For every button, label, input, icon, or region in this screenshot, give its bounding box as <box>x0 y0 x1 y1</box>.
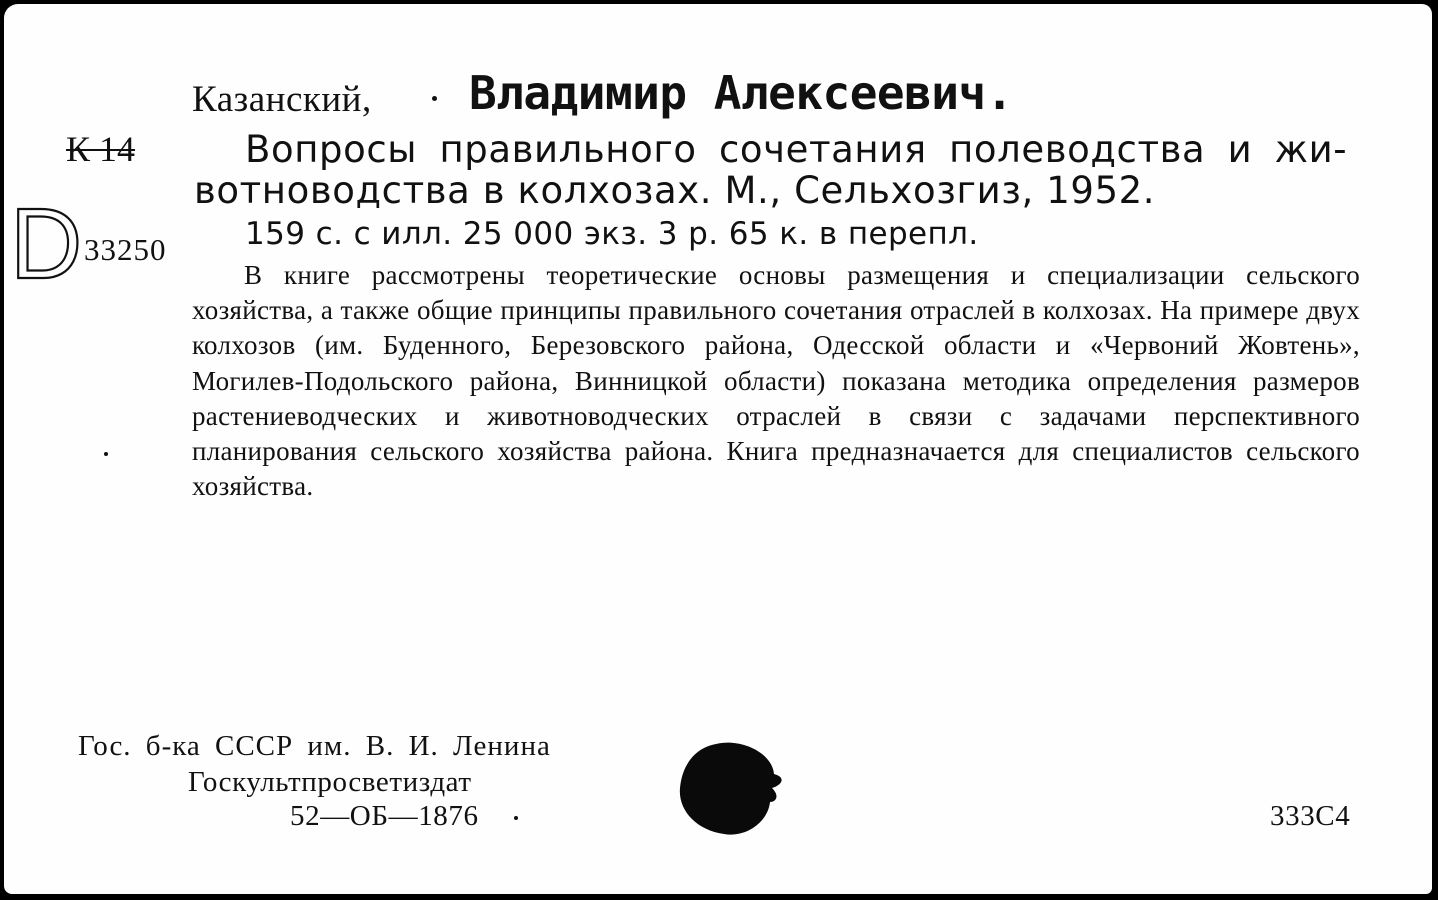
annotation-text <box>192 258 1360 504</box>
author-surname: Казанский, <box>192 79 372 120</box>
ink-blot <box>676 740 788 840</box>
library-imprint: Гос. б-ка СССР им. В. И. Ленина <box>78 730 551 762</box>
ink-speck <box>104 452 108 456</box>
order-number: 52—ОБ—1876 <box>290 800 479 832</box>
call-number: К 14 <box>66 129 136 169</box>
card-code: 333С4 <box>1270 800 1351 832</box>
author-given-names: Владимир Алексеевич. <box>469 66 1013 120</box>
ink-speck <box>432 96 437 101</box>
accession-stamp-letter <box>8 200 84 284</box>
annotation-body: В книге рассмотрены теоретические основы размещения и специализации сельского хозяйства, а также общие принципы правильного сочетания отраслей в колхозах. На примере двух колхозов (им. Буденного, Березовского района, Одесской области и «Червоний Жовтень», Могилев-Подольского района, Винницкой области) показана методика определения размеров растениеводческих и животноводческих отраслей в связи с задачами перспективного планирования сельского хозяйства района. Книга предназначается для специалистов сельского хозяйства. <box>192 260 1360 502</box>
publisher-imprint: Госкультпросветиздат <box>188 766 472 798</box>
title-line-1: Вопросы правильного сочетания полеводства и жи- <box>245 128 1348 171</box>
title-line-2: вотноводства в колхозах. М., Сельхозгиз, 1952. <box>194 169 1156 212</box>
catalog-card <box>4 4 1432 894</box>
physical-description: 159 с. с илл. 25 000 экз. 3 р. 65 к. в перепл. <box>245 216 979 252</box>
accession-letter: D <box>10 200 83 284</box>
accession-number: 33250 <box>84 232 167 267</box>
ink-speck <box>514 816 518 820</box>
